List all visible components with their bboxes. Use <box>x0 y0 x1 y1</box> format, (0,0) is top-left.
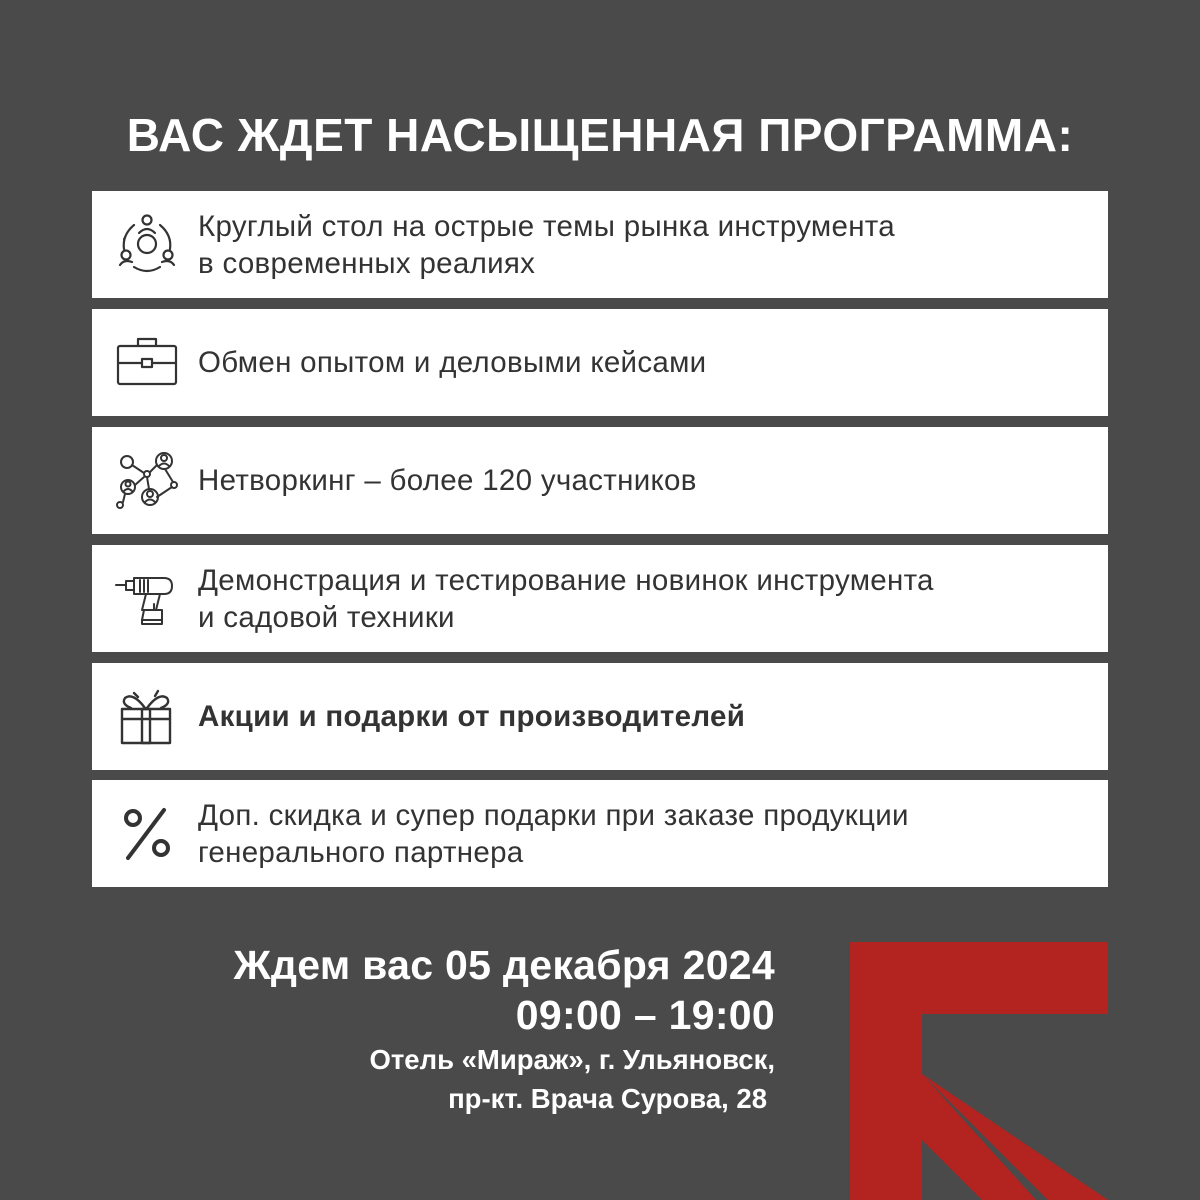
event-date: Ждем вас 05 декабря 2024 <box>233 942 775 988</box>
program-item-text: Доп. скидка и супер подарки при заказе продукции генерального партнера <box>198 798 909 869</box>
briefcase-icon <box>114 329 180 395</box>
program-item-text: Демонстрация и тестирование новинок инструмента и садовой техники <box>198 563 934 634</box>
red-arrow-logo <box>850 942 1108 1200</box>
program-item-demo <box>92 545 1108 652</box>
program-item-gifts <box>92 663 1108 770</box>
drill-icon <box>114 565 180 631</box>
event-time: 09:00 – 19:00 <box>515 992 775 1038</box>
program-item-text: Акции и подарки от производителей <box>198 700 746 733</box>
percent-icon <box>114 800 180 866</box>
program-item-experience <box>92 309 1108 416</box>
program-item-text: Нетворкинг – более 120 участников <box>198 464 697 497</box>
network-icon <box>114 447 180 513</box>
program-item-text: Обмен опытом и деловыми кейсами <box>198 346 707 379</box>
event-info <box>234 940 775 1118</box>
program-item-networking <box>92 427 1108 534</box>
gift-icon <box>114 683 180 749</box>
event-address-line1: Отель «Мираж», г. Ульяновск, <box>369 1044 775 1075</box>
program-item-round-table <box>92 191 1108 298</box>
event-address-line2: пр-кт. Врача Сурова, 28 <box>448 1083 767 1114</box>
page-title: ВАС ЖДЕТ НАСЫЩЕННАЯ ПРОГРАММА: <box>126 109 1074 161</box>
program-item-text: Круглый стол на острые темы рынка инструмента в современных реалиях <box>198 209 895 280</box>
round-table-icon <box>114 211 180 277</box>
program-item-discount <box>92 780 1108 887</box>
